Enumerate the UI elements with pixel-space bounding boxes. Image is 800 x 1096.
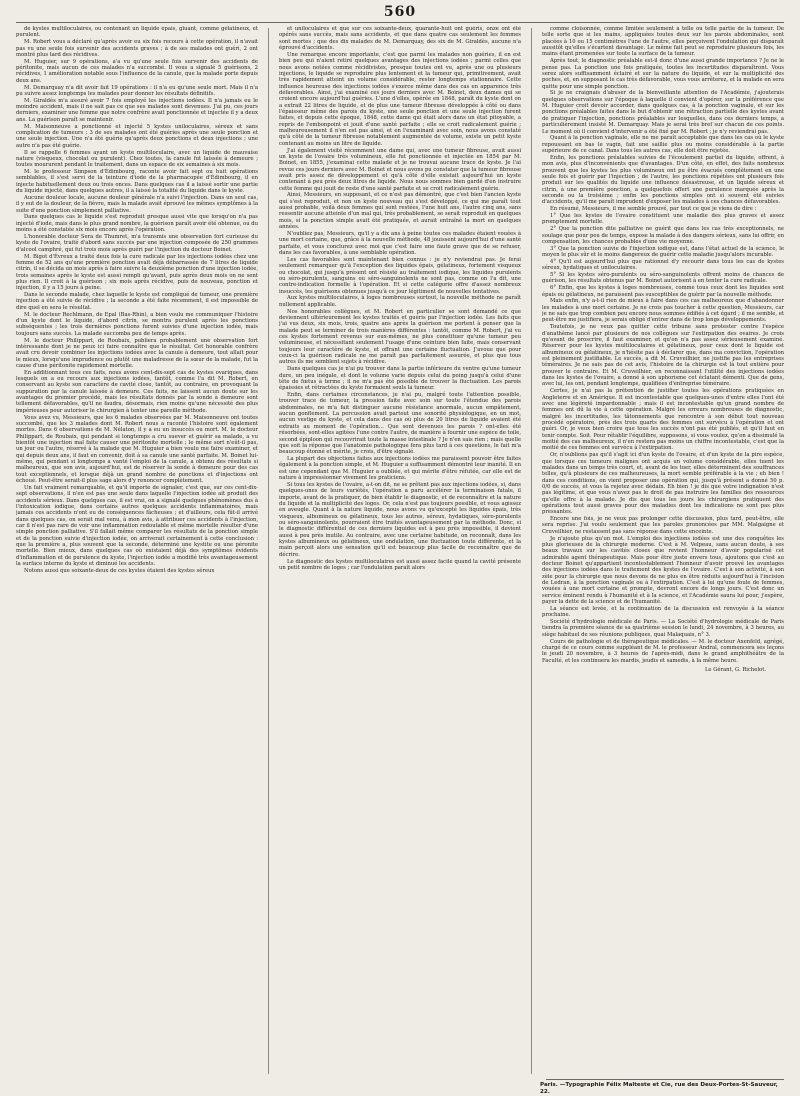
paragraph: 2° Que la ponction dite palliative ne guérit que dans les cas très exceptionnels, ne soulage que pour peu de temps, expose la malade à des dangers sérieux, sans lui offrir, en compensation, les chances probables d'une vie moyenne. — [542, 226, 784, 245]
printer-imprint: Paris. —Typographie Félix Malteste et Cie, rue des Deux-Portes-St-Sauveur, 22. — [540, 1082, 778, 1095]
paragraph: Dans le seconde malade, chez laquelle le kyste est compliqué de tumeur, une première injection a été suivie de récidive ; la seconde a été faite récemment, il est impossible de dire quel en sera le résultat. — [16, 292, 258, 311]
paragraph: Mais enfin, n'y a-t-il rien de mieux à faire dans ces cas malheureux que d'abandonner les malades à une mort certaine. Je ne crois pas toucher à cette question, Messieurs, car je ne sais que trop combien peu encore nous sommes édifiés à cet égard ; il me semble, et peut-être me justifiera, je serais obligé d'entrer dans de trop longs développements. — [542, 298, 784, 324]
paragraph: Ainsi, Messieurs, en supposant, et ce n'est pas démontré, que c'est bien l'ancien kyste qui s'est reproduit, et non un kyste nouveau qui s'est développé, ce qui me paraît tout aussi probable, voilà deux femmes qui sont restées, l'une huit ans, l'autre cinq ans, sans ressentir aucune atteinte d'un mal qui, très probablement, se serait reproduit en quelques mois, si la ponction simple avait été pratiquée, et aurait entraîné la mort en quelques années. — [279, 192, 521, 231]
paragraph: Notons aussi que soixante-deux de ces kystes étaient des kystes séreux — [24, 567, 215, 574]
paragraph: Si je ne craignais d'abuser de la bienveillante attention de l'Académie, j'ajouterais quelques observations sur l'époque à laquelle il convient d'opérer, sur la préférence que M. Huguier croit devoir accorder, dans quelques cas, à la ponction vaginale, et sur les ponctions préalables faites dans le but d'obtenir une rétraction partielle des kystes avant de pratiquer l'injection, ponctions préalables sur lesquelles, dans ces derniers temps, a particulièrement insisté M. Demarquay. Mais je serai très bref sur chacun de ces points. Le moment où il convient d'intervenir a été fixé par M. Robert ; je n'y reviendrai pas. — [542, 90, 784, 135]
paragraph: M. Maisonneuve a ponctionné et injecté 5 kystes uniloculaires, séreux et sans complication de tumeurs ; 3 de ses malades ont été guéries après une seule ponction et une seule injection. Une n'a été guérie qu'après deux ponctions et deux injections ; une autre n'a pas été guérie. — [16, 123, 258, 149]
paragraph: Enfin, les ponctions préalables suivies de l'écoulement partiel du liquide, offrent, à mon avis, plus d'inconvénients que d'avantages. D'un côté, en effet, des faits nombreux prouvent que les kystes les plus volumineux ont pu être évacués complètement en une seule fois et guérir par l'injection ; de l'autre, les ponctions répétées ont plusieurs fois produit sur les qualités du liquide une influence désastreuse, et un liquide séreux et citrin, à une première ponction, a quelquefois offert une purulence marquée après la seconde ou la troisième ; enfin les ponctions simples ont si souvent été suivies d'accidents, qu'il me paraît imprudent d'exposer les malades à ces chances défavorables. — [542, 154, 784, 206]
paragraph: La plupart des objections faites aux injections iodées me paraissent pouvoir être faites également à la ponction simple, et M. Huguier a suffisamment démontré leur inanité. Il en est une cependant que M. Huguier a oubliée, et qui mérite d'être réfutée, car elle est de nature à impressionner vivement les praticiens. — [279, 456, 521, 482]
paragraph: L'honorable docteur Sera de Thumret, m'a transmis une observation fort curieuse du kyste de l'ovaire, traité d'abord sans succès par une injection composée de 250 grammes d'alcool camphré, qui fut trois mois après guéri par l'injection du docteur Boinet. — [16, 234, 258, 253]
paragraph: Aucune douleur locale, aucune douleur générale n'a suivi l'injection. Dans un seul cas, il y eut de la douleur, de la fièvre, mais la malade avait éprouvé les mêmes symptômes à la suite d'une ponction simplement palliative. — [16, 194, 258, 214]
paragraph: Toutefois, je ne veux pas quitter cette tribune sans protester contre l'espèce d'anathème lancé par plusieurs de nos collègues sur l'extirpation des ovaires. Je crois qu'avant de proscrire, il faut examiner, et qu'on n'a pas assez sérieusement examiné. Réserver pour les kystes multiloculaires et gélatineux, pour ceux dont le liquide est albumineux ou gélatineux, je n'hésite pas à déclarer que, dans ma conviction, l'opération est pleinement justifiable. Le succès, a dit M. Cruveilhier, ne justifie pas les entreprises téméraires. Je ne sais pas de cet avis, l'histoire de la chirurgie est là tout entière pour prouver le contraire. Et M. Cruveilhier, en reconnaissant l'utilité des injections iodées dans les kystes de l'ovaire, a donné à son aphorisme cet éclatant démenti. Que de gens, avec lui, les ont, pendant longtemps, qualifiées d'entreprise téméraire. — [542, 324, 784, 388]
page-number: 560 — [383, 4, 417, 20]
paragraph: M. le docteur Rechlmann, de Epal (Bas-Rhin), a bien voulu me communiquer l'histoire d'un kyste dont le liquide, d'abord citrin, se montra purulent après les ponctions subséquentes ; les trois dernières ponctions furent suivies d'une injection iodée, mais toujours sans succès. La malade succomba peu de temps après. — [16, 311, 258, 337]
paragraph: Une remarque encore importante, c'est que parmi les malades non guéries, il en est bien peu qui n'aient retiré quelques avantages des injections iodées ; parmi celles que nous avons notées comme récidivistes, presque toutes ont vu, après une ou plusieurs injections, le liquide se reproduire plus lentement et la tumeur qui, primitivement, avait très rapidement atteint un volume considérable, rester longtemps stationnaire. Cette influence heureuse des injections iodées s'exerce même dans des cas en apparence très défavorables. Ainsi, j'ai examiné ces jours derniers avec M. Boinet, deux dames qui se croient encore aujourd'hui guéries. L'une d'elles, opérée en 1848, paraît du kyste dont on a extrait 22 litres de liquide, et de plus une tumeur fibreuse développée à côté ou dans l'épaisseur même des parois du kyste, une seule ponction et une seule injection furent faites, et depuis cette époque, 1848, cette dame qui était alors dans un état pitoyable, a repris de l'embonpoint et jouit d'une santé parfaite ; elle se croit radicalement guérie ; malheureusement il n'en est pas ainsi, et en l'examinant avec soin, nous avons constaté qu'à côté de la tumeur fibreuse notablement augmentée de volume, existe un petit kyste contenant au moins un litre de liquide. — [279, 51, 521, 147]
paragraph: et uniloculaires et que sur ces soixante-deux, quarante-huit ont guéris, onze ont été opérés sans succès, mais sans accidents, et que dans quatre cas seulement les femmes sont mortes ; que des dix malades de M. Demarquay, des six de M. Giraldès, aucune n'a éprouvé d'accidents. — [279, 26, 521, 52]
paragraph: comme cloisonnée, comme limitée seulement à telle ou telle partie de la tumeur. De telle sorte que si les mains, appliquées toutes deux sur les parois abdominales, sont placées à 10 ou 15 centimètres l'une de l'autre, elles perçoivent l'ondulation qui disparaît aussitôt qu'elles s'écartent davantage. Le même fait peut se reproduire plusieurs fois, les mains étant promenées sur toute la surface de la tumeur. — [542, 26, 784, 58]
signature-line: Le Gérant, G. Richelot. — [704, 667, 766, 674]
paragraph: 3° Que la ponction suivie de l'injection iodique est, dans l'état actuel de la science, le moyen le plus sûr et le moins dangereux de guérir cette maladie jusqu'alors incurable. — [542, 245, 784, 259]
paragraph: Après tout, le diagnostic préalable est-il donc d'une aussi grande importance ? Je ne le pense pas. La ponction une fois pratiquée, toutes les incertitudes disparaîtront. Vous serez alors suffisamment éclairé et sur la nature du liquide, et sur la multiplicité des poches, et, en supposant le cas très défavorable, vous vous arrêterez, et la malade en sera quitte pour une simple ponction. — [542, 58, 784, 90]
paragraph: Les cas favorables sont maintenant bien connus : je n'y reviendrai pas. Je ferai seulement remarquer qu'à l'exception des liquides épais, gélatineux, fortement visqueux ou chocolat, qui jusqu'à présent ont résisté au traitement iodique, les liquides purulents ou séro-purulents, sanguins ou séro-sanguinolents ne sont pas, comme on l'a dit, une contre-indication formelle à l'opération. Et si cette catégorie offre d'assez nombreux insuccès, les guérisons obtenues jusqu'à ce jour légitiment de nouvelles tentatives. — [279, 256, 521, 295]
paragraph: Si tous les kystes de l'ovaire, a-t-on dit, ne se prêtent pas aux injections iodées, si, dans quelques-unes de leurs variétés, l'opération a paru accélérer la terminaison fatale, il importe, avant de la pratiquer, de bien établir le diagnostic, et de reconnaître et la nature du liquide et la multiplicité des loges. Or, cela n'est pas toujours possible, et vous agissez en aveugle. Quant à la nature liquide, nous avons vu qu'excepté les liquides épais, très visqueux, albumineux ou gélatineux, tous les autres, séreux, hydatiques, séro-purulents ou séro-sanguinolents, pourraient être traités avantageusement par la méthode. Donc, si le diagnostic différentiel de ces derniers liquides est à peu près impossible, il devient aussi à peu près inutile. Au contraire, avec une certaine habitude, on reconnaît, dans les kystes albumineux ou gélatineux, une ondulation, une fluctuation toute différente, et la main perçoit alors une sensation qu'il est beaucoup plus facile de reconnaître que de décrire. — [279, 481, 521, 558]
paragraph: 1° Que les kystes de l'ovaire constituent une maladie des plus graves et assez promptement mortelle. — [542, 212, 784, 226]
paragraph: Il se rappelle 6 femmes ayant un kyste multiloculaire, avec un liquide de mauvaise nature (visqueux, chocolat ou purulent). Chez toutes, la canule fut laissée à demeure ; toutes moururent pendant le traitement, dans un espace de six semaines à six mois. — [16, 149, 258, 169]
paragraph: 4° Qu'il est aujourd'hui plus que rationnel d'y recourir dans tous les cas de kystes séreux, hydatiques et uniloculaires. — [542, 258, 784, 272]
paragraph: N'oubliez pas, Messieurs, qu'il y a dix ans à peine toutes ces malades étaient vouées à une mort certaine, que, grâce à la nouvelle méthode, 48 jouissent aujourd'hui d'une santé parfaite, et vous conclurez avec moi que c'est faire une faute grave que de se refuser, dans les cas favorables, à une semblable opération. — [279, 231, 521, 257]
paragraph: M. Bigot d'Évreux a traité deux fois la cure radicale par les injections iodées chez une femme de 52 ans qu'une première ponction avait déjà débarrassée de 7 litres de liquide citrin, il se décida un mois après à faire suivre la deuxième ponction d'une injection iodée, trois semaines après le kyste est aussi rempli qu'avant, puis après deux mois on ne sent plus rien. Il croit à la guérison ; six mois après récidive, puis de nouveau, ponction et injection, il y a 15 jours à peine. — [16, 253, 258, 292]
paragraph: M. Demarquay n'a dit avoir fait 19 opérations : il n'a eu qu'une seule mort. Mais il n'a pu suivre assez longtemps les malades pour donner les résultats définitifs. — [16, 84, 258, 97]
paragraph: Je n'ajoute plus qu'un mot. L'emploi des injections iodées est une des conquêtes les plus glorieuses de la chirurgie moderne. C'est à M. Velpeau, sans aucun doute, à ses beaux travaux sur les cavités closes que revient l'honneur d'avoir popularisé cet admirable agent thérapeutique. Mais pour être juste envers tous, ajoutons que c'est au docteur Boinet qu'appartient incontestablement l'honneur d'avoir prouvé les avantages des injections iodées dans le traitement des kystes de l'ovaire. C'est à son activité, à son zèle pour la chirurgie que nous devons de ne plus en être réduits aujourd'hui à l'incision de Ledran, à la ponction vaginale ou à l'extirpation. C'est à lui qu'une foule de femmes, vouées à une mort certaine et prompte, devront encore de longs jours. C'est donc un service éminent rendu à l'humanité et à la science, et l'Académie saura lui pour, j'espère, payer la dette de la science et de l'humanité. — [542, 535, 784, 606]
paragraph: Aux kystes multiloculaires, à loges nombreuses surtout, la nouvelle méthode ne paraît nullement applicable. — [279, 295, 521, 308]
paragraph: Encore une fois, je ne veux pas prolonger cette discussion, plus tard, peut-être, elle sera reprise. J'ai voulu seulement que les paroles prononcées par MM. Malgaigne et Cruveilhier, ne restassent pas sans réponse dans cette enceinte. — [542, 516, 784, 535]
footer-rule — [546, 1079, 784, 1080]
column-divider — [268, 28, 269, 1074]
paragraph: M. Huguier, sur 9 opérations, a'a vu qu'une seule fois survenir des accidents de péritonite, mais aucun de ces malades n'a succombé. Il vous a signalé 5 guérisons, 2 récidives, 1 amélioration notable sous l'influence de la canule, que la malade porte depuis deux ans. — [16, 58, 258, 84]
paragraph: Vous avez vu, Messieurs, que les 6 malades observées par M. Maisonneuve ont toutes succombé, que les 3 malades dont M. Robert nous a raconté l'histoire sont également mortes. Dans 6 observations de M. Nélaton, il y a eu un insuccès ou mort. M. le docteur Philippart, de Roubaix, qui pendant si longtemps a cru suever et guérir sa malade, a vu bientôt une injection mal faite causer une péritonite mortelle ; le même sort n'eût-il pas, un jour ou l'autre, réservé à la malade que M. Huguier a bien voulu me faire examiner, et qui depuis deux ans, il faut en convenir, doit à sa canule une santé parfaite. M. Boinet lui-même, qui pendant si longtemps a vanté l'emploi de la canule, a obtenu des résultats si malheureux, que son avis, aujourd'hui, est de réserver la sonde à demeure pour des cas tout exceptionnels, et lorsque déjà un grand nombre de ponctions et d'injections ont échoué. Peut-être serait-il plus sage alors d'y renoncer complètement. — [16, 414, 258, 485]
paragraph: Dans quelques cas je n'ai pu trouver dans la partie inférieure du ventre qu'une tumeur dure, un peu inégale, et dont le volume varie depuis celui du poing jusqu'à celui d'une tête de fœtus à terme ; il ne m'a pas été possible de trouver la fluctuation. Les parois épaissies et rétractées du kyste formaient seuls la tumeur. — [279, 366, 521, 392]
paragraph: En additionnant tous ces faits, nous avons cent-dix-sept cas de kystes ovariques, dans lesquels on a eu recours aux injections iodées, tantôt, comme l'a dit M. Robert, en conservant au kyste son caractère de cavité close, tantôt, au contraire, en provoquant la suppuration par la canule laissée à demeure. Ces faits, ne laissent aucun doute sur les avantages du premier procédé, mais les résultats donnés par la sonde à demeure sont tellement défavorables, qu'il ne faudra, désormais, rien moins qu'une nécessité des plus impérieuses pour autoriser le chirurgien à tenter une pareille méthode. — [16, 369, 258, 414]
paragraph: Un fait vraiment remarquable, et qu'il importe de signaler, c'est que, sur ces cent-dix-sept observations, il n'en est pas une seule dans laquelle l'injection iodée ait produit des accidents sérieux. Dans quelques cas, il est vrai, on a signalé quelques phénomènes dus à l'intoxication iodique, dans certains autres quelques accidents inflammatoires, mais jamais ces accidents n'ont eu de conséquences fâcheuses ; et d'ailleurs, cela fût-il arrivé dans quelques cas, on serait mal venu, à mon avis, à attribuer ces accidents à l'injection, car il n'est pas rare de voir une inflammation redoutable et même mortelle résulter d'une simple ponction palliative. S'il fallait même comparer les résultats de la ponction simple et de la ponction suivie d'injection iodée, on arriverait certainement à cette conclusion : que la première a, plus souvent que la seconde, déterminé une kystite ou une péronite mortelle. Bien mieux, dans quelques cas où existaient déjà des symptômes évidents d'inflammation et de purulence du kyste, l'injection iodée a modifié très avantageusement la surface interne du kyste et diminué les accidents. — [16, 484, 258, 568]
column-middle — [279, 26, 521, 1074]
paragraph: M. Giraldès m'a assuré avoir 7 fois employé les injections iodées. Il n'a jamais eu le moindre accident, mais il ne sait pas ce que ses malades sont devenues. J'ai pu, ces jours derniers, examiner une femme que notre confrère avait ponctionnée et injectée il y a deux ans. La guérison paraît se maintenir. — [16, 97, 258, 123]
paragraph: Cours de pathologie et de thérapeutique médicales. — M. le docteur Axenfeld, agrégé, chargé de ce cours comme suppléant de M. le professeur Andral, commencera ses leçons le jeudi 20 novembre, à 3 heures de l'après-midi, dans le grand amphithéâtre de la Faculté, et les continuera les mardis, jeudis et samedis, à la même heure. — [542, 638, 784, 664]
paragraph: La séance est levée, et la continuation de la discussion est renvoyée à la séance prochaine. — [542, 605, 784, 619]
paragraph: Quant à la ponction vaginale, elle ne me paraît acceptable que dans les cas où le kyste repoussant en bas le vagin, fait une saillie plus ou moins considérable à la partie supérieure de ce canal. Dans tous les autres cas, elle doit être rejetée. — [542, 135, 784, 155]
paragraph: Société d'hydrologie médicale de Paris. — La Société d'hydrologie médicale de Paris tiendra la première séance de sa quatrième session le lundi, 24 novembre, à 3 heures, au siège habituel de ses réunions publiques, quai Malaquais, n° 3. — [542, 619, 784, 638]
paragraph: Le diagnostic des kystes multiloculaires est aussi assez facile quand la cavité présente un petit nombre de loges ; car l'ondulation paraît alors — [279, 558, 521, 571]
paragraph: 6° Enfin, que les kystes à loges nombreuses, comme tous ceux dont les liquides sont épais ou gélatineux, ne paraissent pas susceptibles de guérir par la nouvelle méthode. — [542, 285, 784, 298]
paragraph: En résumé, Messieurs, il me semble prouvé, par tout ce que je viens de dire : — [550, 206, 757, 213]
paragraph: Dans quelques cas le liquide s'est reproduit presque aussi vite que lorsqu'on n'a pas injecté d'iode, mais dans le plus grand nombre, la guérison paraît avoir été obtenue, ou du moins a été constatée six mois encore après l'opération. — [16, 214, 258, 234]
paragraph: M. le professeur Simpson d'Édimbourg, raconte avoir fait sept ou huit opérations semblables, il s'est servi de la teinture d'iode de la pharmacopée d'Édimbourg, il en injecte habituellement deux ou trois onces. Dans quelques cas il a laissé sortir une partie du liquide injecté, dans quelques autres, il a laissé la totalité du liquide dans le kyste. — [16, 169, 258, 195]
paragraph: Enfin, dans certaines circonstances, je n'ai pu, malgré toute l'attention possible, trouver trace de tumeur, la pression faite avec soin sur toute l'étendue des parois abdominales, ne m'a fait distinguer aucune résistance anormale, aucun empâtement, aucun gonflement. La percussion avait partout une sonorité physiologique, en un mot, aucun vestige du kyste, et cela dans des cas où plus de 20 litres de liquide avaient été extraits au moment de l'opération... Que sont devenues les parois ? ont-elles été résorbées, sont-elles agitées l'une contre l'autre, de manière à fournir une espèce de toile, second épiploon qui recouvrirait toute la masse intestinale ? Je n'en sais rien ; mais quelle que soit la réponse que l'anatomie pathologique fera plus tard à ces questions, le fait m'a beaucoup étonné et mérite, je crois, d'être signalé. — [279, 392, 521, 456]
paragraph: de kystes multiloculaires, ou contenant un liquide épais, gluant, comme gélatineux, et purulent. — [16, 26, 258, 39]
column-right — [542, 26, 784, 1074]
column-divider — [531, 28, 532, 1074]
text-columns — [16, 26, 784, 1074]
paragraph: Certes, je n'ai pas la prétention de justifier toutes les opérations pratiquées en Angleterre et en Amérique. Il est incontestable que quelques-unes d'entre elles l'ont été avec une légèreté impardonnable ; mais il est incontestable qu'un grand nombre de femmes ont dû la vie à cette opération. Malgré les erreurs nombreuses de diagnostic, malgré les incertitudes, les tâtonnements que rencontre à son début tout nouveau procédé opératoire, près des trois quarts des femmes ont survécu à l'opération et ont guéri. Or, je veux bien croire que tous les succès n'ont pas été publiés, et qu'il faut en tenir compte. Soit. Pour rétablir l'équilibre, supposons, si vous voulez, qu'on a dissimulé la moitié des cas malheureux, il n'en restera pas moins un chiffre incontestable, c'est que la moitié de ces femmes ont survécu à l'extirpation. — [542, 388, 784, 452]
header-rule — [16, 22, 784, 23]
paragraph: J'ai également visité récemment une dame qui, avec une tumeur fibreuse, avait aussi un kyste de l'ovaire très volumineux, elle fut ponctionnée et injectée en 1854 par M. Boinet, en 1855, j'examinai cette malade et je ne trouvai aucune trace de kyste. Je l'ai revue ces jours derniers avec M. Boinet et nous avons pu constater que la tumeur fibreuse avait pris assez de développement et qu'à côté d'elle existait aujourd'hui un kyste contenant à peu près deux litres de liquide. Nous nous sommes bien gardé d'en instruire cette femme qui jouit de reste d'une santé parfaite et se croit radicalement guérie. — [279, 147, 521, 192]
paragraph: Nos honorables collègues, et M. Robert en particulier se sont demandé ce que deviennent ultérieurement les kystes traités et guéris par l'injection iodée. Les faits que j'ai vus deux, six mois, trois, quatre ans après la guérison me portent à penser que la malade peut se terminer de trois manières différentes : tantôt, comme M. Robert, j'ai vu ces kystes fortement revenus sur eux-mêmes, ne plus constituer qu'une tumeur peu volumineuse, et nécessitant seulement l'usage d'une ceinture bien faite, mais conservant toujours leur caractère de kyste, et offrant une certaine fluctuation. J'avoue que pour ceux-ci la guérison radicale ne me paraît pas parfaitement assurée, et plus que tous autres ils me semblent sujets à récidive. — [279, 308, 521, 366]
paragraph: M. Robert vous a déclaré qu'après avoir eu six fois recours à cette opération, il n'avait pas vu une seule fois survenir des accidents graves ; à de ses malades ont guéri, 2 ont montré plus tard des récidives. — [16, 39, 258, 58]
column-left — [16, 26, 258, 1074]
paragraph: M. le docteur Philippart, de Roubaix, publiera probablement une observation fort intéressante dont je ne peux ici faire connaître que le résultat. Cet honorable confrère avait cru devoir combiner les injections iodées avec la canule à demeure, tout allait pour le mieux, lorsqu'une imprudence ou plutôt une maladresse de la sœur de la malade, fut la cause d'une péritonite rapidement mortelle. — [16, 337, 258, 369]
paragraph: 5° Si les kystes séro-purulents ou séro-sanguinolents offrent moins de chances de guérison, les résultats obtenus par M. Boinet autorisent à en tenter la cure radicale. — [542, 272, 784, 285]
paragraph: Or, n'oublions pas qu'il s'agit ici d'un kyste de l'ovaire, et d'un kyste de la pire espèce, que lorsque ces tumeurs malignes ont acquis un volume considérable, elles tuent les malades dans un temps très court, et, avant de les tuer, elles déterminent des souffrances telles, qu'à plusieurs de ces malheureuses, la mort semble préférable à la vie ; eh bien ! dans ces conditions, on vient proposer une opération qui, jusqu'à présent a donné 50 p. 0/0 de succès, et vous la rejetez avec dédain. Eh bien ! je dis que votre indignation n'est pas légitime, et que vous n'avez pas le droit de pas instruire les familles des ressources qu'elle offre à la malade. Je dis que tous les jours les chirurgiens pratiquent des opérations tout aussi graves pour des maladies dont les indications ne sont pas plus pressantes. — [542, 452, 784, 516]
